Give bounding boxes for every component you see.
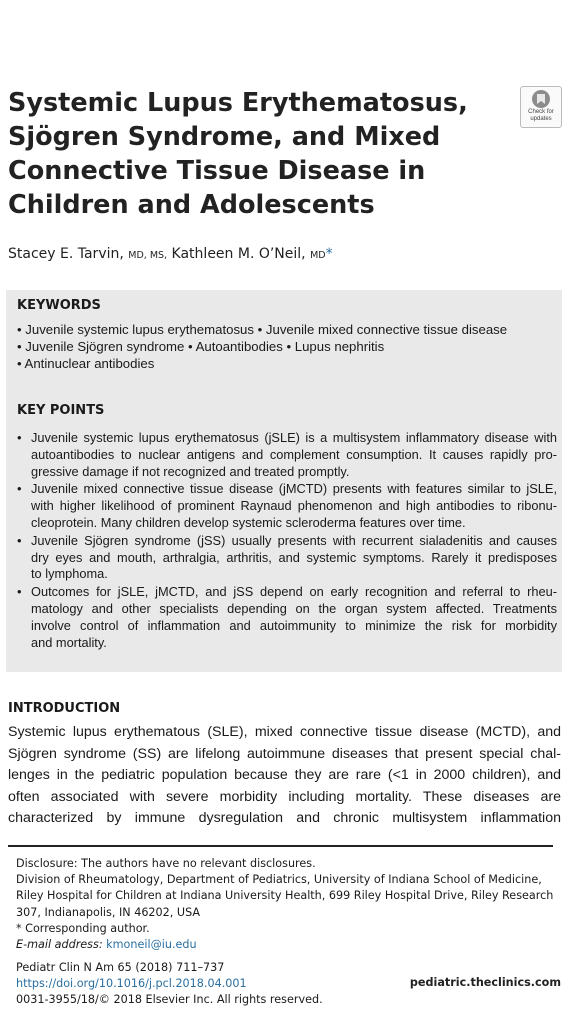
key-point — [17, 481, 557, 531]
key-point-line: gressive damage if not recognized and treated promptly. — [31, 463, 350, 479]
article-title — [8, 86, 478, 222]
email-line — [16, 937, 556, 953]
key-points-heading: KEY POINTS — [17, 403, 105, 418]
keyword-line: • Antinuclear antibodies — [17, 356, 155, 371]
corresponding-author-marker[interactable]: * — [325, 246, 333, 262]
key-point-line: • Juvenile systemic lupus erythematosus (jSLE) is a multisystem inflammatory disease with — [31, 430, 557, 445]
email-link[interactable]: kmoneil@iu.edu — [106, 938, 197, 952]
body-line: characterized by immune dysregulation and chronic multisystem inflammation — [8, 810, 561, 826]
title-line: Children and Adolescents — [8, 190, 375, 220]
corresponding-author-note: * Corresponding author. — [16, 921, 150, 935]
title-line: Systemic Lupus Erythematosus, — [8, 88, 468, 118]
key-point-line: cleoprotein. Many children develop systemic scleroderma features over time. — [31, 514, 466, 530]
keywords-list — [17, 321, 557, 372]
key-point — [17, 533, 557, 583]
title-line: Sjögren Syndrome, and Mixed — [8, 122, 441, 152]
affiliation-line: Riley Hospital for Children at Indiana University Health, 699 Riley Hospital Drive, Riley Research — [16, 889, 554, 903]
key-point-line: to lymphoma. — [31, 566, 108, 582]
email-label: E-mail address: — [16, 938, 103, 952]
title-line: Connective Tissue Disease in — [8, 156, 426, 186]
author-name: Kathleen M. O’Neil, — [171, 246, 306, 262]
key-point-line: with higher likelihood of prominent Raynaud phenomenon and high antibodies to ribonu- — [31, 498, 557, 514]
key-point-line: autoantibodies to nuclear antigens and complement consumption. It causes rapidly pro- — [31, 446, 557, 462]
key-point-line: involve control of inflammation and autoimmunity to minimize the risk for morbidity — [31, 617, 557, 633]
copyright: 0031-3955/18/© 2018 Elsevier Inc. All rights reserved. — [16, 993, 323, 1007]
introduction-heading: INTRODUCTION — [8, 701, 121, 716]
affiliation-line: Division of Rheumatology, Department of Pediatrics, University of Indiana School of Medicine, — [16, 873, 542, 887]
journal-citation: Pediatr Clin N Am 65 (2018) 711–737 — [16, 961, 225, 974]
key-point-line: • Juvenile Sjögren syndrome (jSS) usually presents with recurrent sialadenitis and causes — [31, 532, 557, 548]
key-point-line: dry eyes and mouth, arthralgia, arthritis, and systemic symptoms. Rarely it predisposes — [31, 549, 557, 565]
body-line: Systemic lupus erythematous (SLE), mixed connective tissue disease (MCTD), and — [8, 724, 561, 740]
body-line: lenges in the pediatric population because they are rare (<1 in 2000 children), and — [8, 767, 561, 783]
key-point-line: and mortality. — [31, 634, 107, 650]
body-line: Sjögren syndrome (SS) are lifelong autoimmune diseases that present special chal- — [8, 745, 561, 762]
keyword-line: • Juvenile Sjögren syndrome • Autoantibodies • Lupus nephritis — [17, 339, 385, 354]
author-line — [8, 246, 333, 262]
affiliation-line: 307, Indianapolis, IN 46202, USA — [16, 905, 201, 919]
crossmark-label-2: updates — [530, 116, 552, 122]
key-point — [17, 584, 557, 651]
key-point-line: matology and other specialists depending on the organ system affected. Treatments — [31, 600, 557, 616]
author-name: Stacey E. Tarvin, — [8, 246, 124, 262]
introduction-body — [8, 722, 561, 830]
doi-link[interactable]: https://doi.org/10.1016/j.pcl.2018.04.001 — [16, 977, 247, 991]
author-degrees: MD — [310, 250, 326, 261]
author-degrees: MD, MS, — [128, 250, 168, 261]
journal-site-link[interactable]: pediatric.theclinics.com — [409, 976, 561, 989]
key-point — [17, 430, 557, 480]
key-point-line: • Outcomes for jSLE, jMCTD, and jSS depend on early recognition and referral to rheu- — [31, 584, 557, 600]
keywords-heading: KEYWORDS — [17, 298, 101, 313]
crossmark-icon — [532, 90, 550, 108]
disclosure: Disclosure: The authors have no relevant disclosures. — [16, 857, 316, 870]
body-line: often associated with severe morbidity including mortality. These diseases are — [8, 788, 561, 805]
crossmark-label-1: Check for — [528, 109, 554, 115]
check-for-updates-badge[interactable] — [520, 86, 562, 128]
keyword-line: • Juvenile systemic lupus erythematosus • Juvenile mixed connective tissue disease — [17, 322, 508, 337]
key-points-list — [17, 430, 557, 652]
citation-block — [16, 960, 323, 1009]
keywords-keypoints-panel — [6, 290, 562, 672]
footnote-divider — [8, 845, 553, 847]
footnotes — [16, 856, 556, 953]
key-point-line: • Juvenile mixed connective tissue disease (jMCTD) presents with features similar to jSLE, — [31, 481, 557, 497]
